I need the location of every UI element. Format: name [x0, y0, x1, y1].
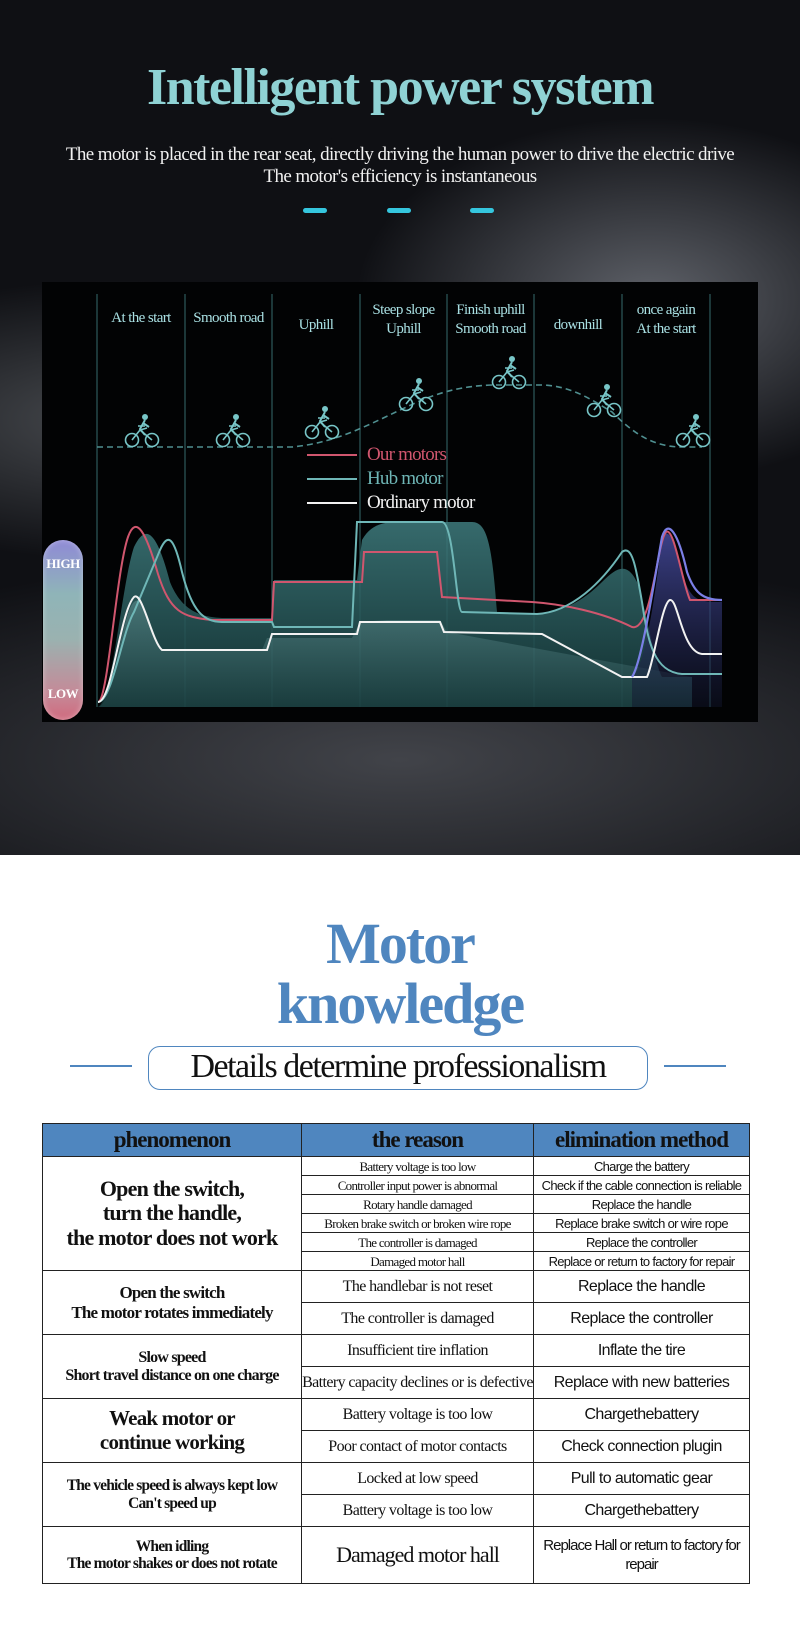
table-row [43, 1527, 750, 1584]
method-cell: Pull to automatic gear [534, 1463, 750, 1495]
tagline-rule-right [664, 1065, 726, 1067]
method-cell: Replace the controller [534, 1303, 750, 1335]
method-cell: Replace the handle [534, 1195, 750, 1214]
phenomenon-line: When idling [135, 1537, 209, 1555]
stage-label: Uphill [298, 317, 334, 333]
phenomenon-cell [43, 1399, 302, 1463]
power-gauge [43, 540, 83, 720]
stage-label-line2: At the start [636, 321, 696, 337]
table-row [43, 1335, 750, 1367]
power-curve-graphic [42, 282, 758, 722]
method-cell: Inflate the tire [534, 1335, 750, 1367]
power-comparison-chart [42, 282, 758, 722]
gauge-low-label: LOW [47, 686, 79, 701]
reason-cell: Battery voltage is too low [302, 1157, 534, 1176]
hero-title: Intelligent power system [146, 59, 654, 116]
reason-cell: The handlebar is not reset [302, 1271, 534, 1303]
stage-label-line2: Smooth road [455, 321, 526, 337]
hero-subtitle-line1: The motor is placed in the rear seat, directly driving the human power to drive the electric drive [65, 144, 735, 165]
stage-label: once again [636, 302, 696, 318]
reason-cell: Locked at low speed [302, 1463, 534, 1495]
phenomenon-line: continue working [99, 1429, 245, 1454]
reason-cell: Broken brake switch or broken wire rope [302, 1214, 534, 1233]
cyclist-icon [588, 384, 621, 417]
reason-cell: Battery voltage is too low [302, 1495, 534, 1527]
method-cell: Chargethebattery [534, 1399, 750, 1431]
phenomenon-line: Open the switch [119, 1283, 225, 1303]
chart-legend [307, 444, 476, 513]
reason-cell: Rotary handle damaged [302, 1195, 534, 1214]
phenomenon-line: Weak motor or [109, 1405, 235, 1430]
phenomenon-line: Short travel distance on one charge [65, 1366, 279, 1384]
method-cell: Check if the cable connection is reliable [534, 1176, 750, 1195]
table-row [43, 1463, 750, 1495]
reason-cell: Damaged motor hall [302, 1527, 534, 1584]
stage-label: At the start [111, 310, 171, 326]
header-phenomenon: phenomenon [43, 1124, 302, 1157]
phenomenon-cell [43, 1335, 302, 1399]
stage-label-line2: Uphill [386, 321, 421, 337]
reason-cell: The controller is damaged [302, 1303, 534, 1335]
method-cell: Replace with new batteries [534, 1367, 750, 1399]
cyclist-icon [217, 414, 250, 447]
phenomenon-cell [43, 1527, 302, 1584]
phenomenon-line: Slow speed [138, 1348, 206, 1366]
hero-subtitle-line2: The motor's efficiency is instantaneous [263, 166, 537, 187]
method-cell: Charge the battery [534, 1157, 750, 1176]
method-cell: Check connection plugin [534, 1431, 750, 1463]
reason-cell: Poor contact of motor contacts [302, 1431, 534, 1463]
header-reason: the reason [302, 1124, 534, 1157]
reason-cell: Insufficient tire inflation [302, 1335, 534, 1367]
phenomenon-line: The motor rotates immediately [71, 1302, 273, 1322]
stage-label: downhill [553, 317, 603, 333]
carousel-indicators [0, 208, 800, 216]
cyclist-icon [126, 414, 159, 447]
cyclist-icon [677, 414, 710, 447]
legend-label: Ordinary motor [367, 492, 475, 513]
cyclist-icon [493, 356, 526, 389]
reason-cell: The controller is damaged [302, 1233, 534, 1252]
tagline-pill: Details determine professionalism [148, 1046, 648, 1090]
table-row [43, 1157, 750, 1176]
carousel-dot-3[interactable] [470, 208, 494, 213]
stage-label: Smooth road [193, 310, 264, 326]
cyclist-icon [400, 378, 433, 411]
phenomenon-cell [43, 1157, 302, 1271]
header-method: elimination method [534, 1124, 750, 1157]
method-cell: Replace or return to factory for repair [534, 1252, 750, 1271]
phenomenon-cell [43, 1271, 302, 1335]
stage-label: Finish uphill [456, 302, 525, 318]
method-cell: Replace the controller [534, 1233, 750, 1252]
tagline-rule-left [70, 1065, 132, 1067]
phenomenon-line: The motor shakes or does not rotate [67, 1555, 277, 1572]
table-row [43, 1271, 750, 1303]
phenomenon-line: Open the switch, [99, 1175, 245, 1201]
method-cell: Replace Hall or return to factory for repair [534, 1527, 750, 1584]
phenomenon-line: the motor does not work [66, 1224, 278, 1250]
legend-label: Our motors [367, 444, 447, 465]
phenomenon-line: turn the handle, [102, 1200, 242, 1226]
stage-label: Steep slope [372, 302, 435, 318]
legend-label: Hub motor [367, 468, 443, 489]
method-cell: Chargethebattery [534, 1495, 750, 1527]
phenomenon-line: The vehicle speed is always kept low [66, 1477, 278, 1495]
knowledge-title-line2: knowledge [276, 971, 524, 1036]
table-header-row [43, 1124, 750, 1157]
cyclist-icon [306, 406, 339, 439]
troubleshooting-table [42, 1123, 750, 1584]
reason-cell: Controller input power is abnormal [302, 1176, 534, 1195]
table-row [43, 1399, 750, 1431]
reason-cell: Battery voltage is too low [302, 1399, 534, 1431]
carousel-dot-1[interactable] [303, 208, 327, 213]
method-cell: Replace brake switch or wire rope [534, 1214, 750, 1233]
knowledge-title-line1: Motor [326, 911, 474, 976]
method-cell: Replace the handle [534, 1271, 750, 1303]
phenomenon-cell [43, 1463, 302, 1527]
reason-cell: Damaged motor hall [302, 1252, 534, 1271]
phenomenon-line: Can't speed up [128, 1494, 216, 1512]
carousel-dot-2[interactable] [387, 208, 411, 213]
reason-cell: Battery capacity declines or is defective [302, 1367, 534, 1399]
gauge-high-label: HIGH [46, 556, 80, 571]
